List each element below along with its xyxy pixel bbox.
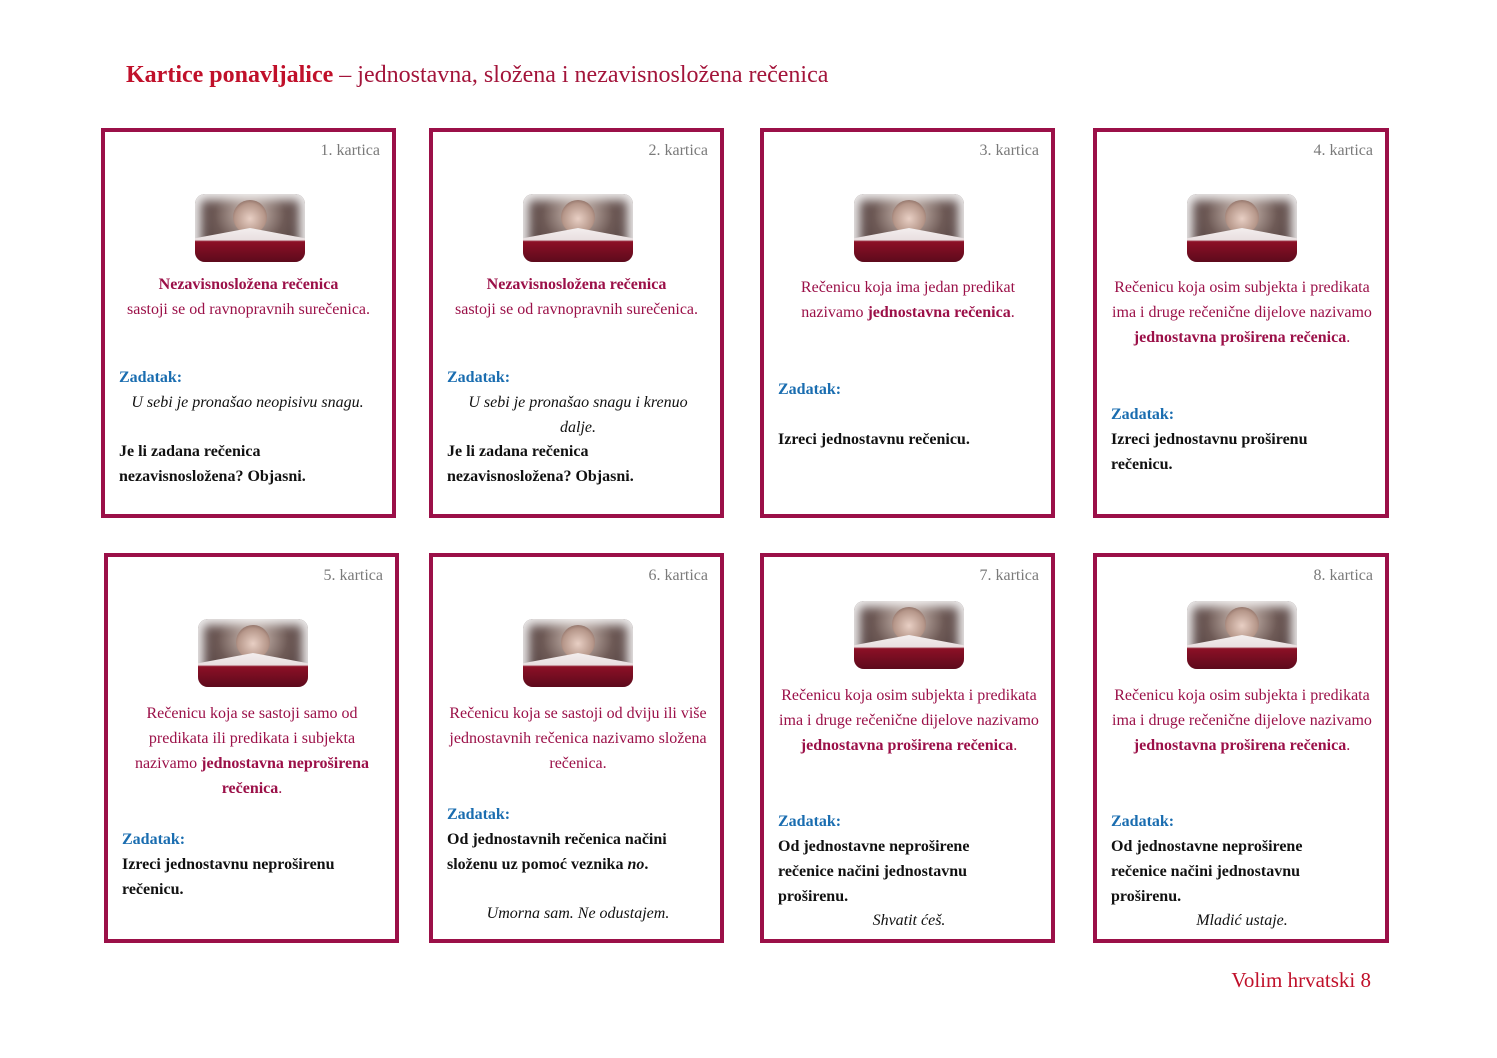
girl-reading-image [854,601,964,669]
card-number: 6. kartica [648,567,708,584]
card-definition: Rečenicu koja osim subjekta i predikata ima i druge rečenične dijelove nazivamo jednostavna proširena rečenica. [1112,279,1372,346]
girl-reading-image [523,194,633,262]
zadatak-label: Zadatak: [1111,406,1175,423]
card-example: Shvatit ćeš. [872,912,946,929]
card-number: 8. kartica [1313,567,1373,584]
card-question: Izreci jednostavnu rečenicu. [778,431,970,448]
card-question: Od jednostavnih rečenica načini složenu uz pomoć veznika no. [447,831,667,873]
card-example: Umorna sam. Ne odustajem. [486,905,670,922]
card-question: Od jednostavne neproširene rečenice načini jednostavnu proširenu. [1111,838,1303,905]
card-question: Izreci jednostavnu neproširenu rečenicu. [122,856,335,898]
card-2 [429,128,724,518]
card-number: 7. kartica [979,567,1039,584]
girl-reading-image [854,194,964,262]
page-title-bold: Kartice ponavljalice [126,62,334,88]
card-number: 3. kartica [979,142,1039,159]
zadatak-label: Zadatak: [122,831,186,848]
card-4 [1093,128,1389,518]
card-number: 1. kartica [320,142,380,159]
card-8 [1093,553,1389,943]
footer-book-title: Volim hrvatski 8 [1231,968,1371,992]
page-title-rest: – jednostavna, složena i nezavisnosložena rečenica [333,62,829,88]
card-3 [760,128,1055,518]
card-definition: Rečenicu koja se sastoji od dviju ili više jednostavnih rečenica nazivamo složena rečenica. [449,705,707,772]
girl-reading-image [198,619,308,687]
card-7 [760,553,1055,943]
card-5 [104,553,399,943]
zadatak-label: Zadatak: [778,813,842,830]
girl-reading-image [1187,194,1297,262]
zadatak-label: Zadatak: [1111,813,1175,830]
card-definition: Rečenicu koja osim subjekta i predikata ima i druge rečenične dijelove nazivamo jednostavna proširena rečenica. [779,687,1039,754]
card-number: 2. kartica [648,142,708,159]
card-1 [101,128,396,518]
girl-reading-image [195,194,305,262]
card-example: U sebi je pronašao snagu i krenuo dalje. [468,394,688,436]
card-number: 5. kartica [323,567,383,584]
card-question: Izreci jednostavnu proširenu rečenicu. [1111,431,1308,473]
card-number: 4. kartica [1313,142,1373,159]
girl-reading-image [523,619,633,687]
card-question: Je li zadana rečenica nezavisnosložena? Objasni. [119,443,306,485]
card-example: U sebi je pronašao neopisivu snagu. [131,394,364,411]
card-question: Je li zadana rečenica nezavisnosložena? Objasni. [447,443,634,485]
card-6 [429,553,724,943]
page-title [126,62,828,89]
zadatak-label: Zadatak: [447,369,511,386]
zadatak-label: Zadatak: [119,369,183,386]
card-definition: Rečenicu koja se sastoji samo od predikata ili predikata i subjekta nazivamo jednostavna neproširena rečenica. [134,705,370,797]
card-definition: Nezavisnosložena rečenica sastoji se od ravnopravnih surečenica. [454,276,699,318]
card-definition: Rečenicu koja osim subjekta i predikata ima i druge rečenične dijelove nazivamo jednostavna proširena rečenica. [1112,687,1372,754]
zadatak-label: Zadatak: [778,381,842,398]
card-question: Od jednostavne neproširene rečenice načini jednostavnu proširenu. [778,838,970,905]
girl-reading-image [1187,601,1297,669]
card-example: Mladić ustaje. [1196,912,1288,929]
zadatak-label: Zadatak: [447,806,511,823]
card-definition: Rečenicu koja ima jedan predikat nazivamo jednostavna rečenica. [800,279,1016,321]
card-definition: Nezavisnosložena rečenica sastoji se od ravnopravnih surečenica. [126,276,371,318]
